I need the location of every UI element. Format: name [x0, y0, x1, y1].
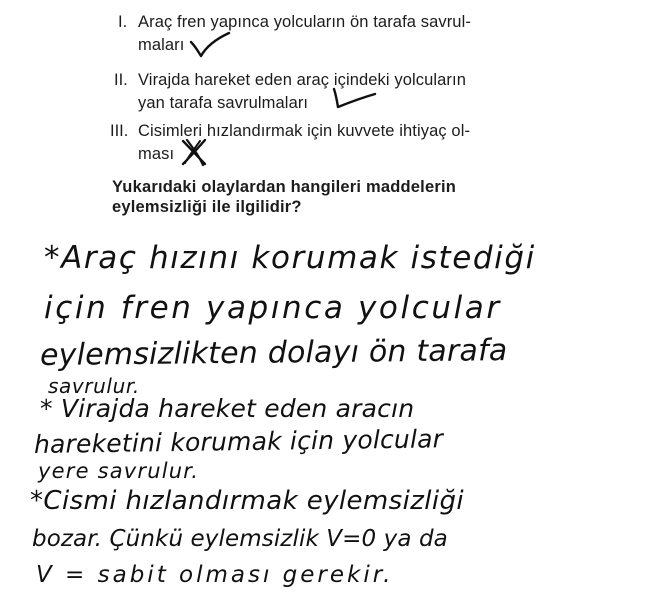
- answer-line: V = sabit olması gerekir.: [36, 562, 394, 588]
- item-numeral: I.: [118, 13, 128, 31]
- item-numeral: III.: [110, 122, 129, 140]
- answer-line: yere savrulur.: [38, 459, 200, 483]
- answer-line: için fren yapınca yolcular: [44, 290, 502, 326]
- item-numeral: II.: [114, 71, 128, 89]
- question-prompt-line: Yukarıdaki olaylardan hangileri maddelerin: [112, 178, 457, 196]
- answer-line: bozar. Çünkü eylemsizlik V=0 ya da: [32, 526, 448, 552]
- answer-line: eylemsizlikten dolayı ön tarafa: [39, 333, 508, 373]
- item-text-line: maları: [138, 36, 185, 54]
- answer-line: hareketini korumak için yolcular: [33, 424, 444, 459]
- answer-line: * Virajda hareket eden aracın: [40, 394, 415, 423]
- answer-line: savrulur.: [48, 374, 140, 398]
- question-prompt-line: eylemsizliği ile ilgilidir?: [112, 198, 302, 216]
- answer-line: *Araç hızını korumak istediği: [44, 240, 536, 276]
- item-text-line: ması: [138, 145, 175, 163]
- answer-line: *Cismi hızlandırmak eylemsizliği: [30, 486, 465, 516]
- item-text-line: Cisimleri hızlandırmak için kuvvete ihtiyaç ol-: [138, 122, 471, 140]
- item-text-line: yan tarafa savrulmaları: [138, 94, 309, 112]
- item-text-line: Virajda hareket eden araç içindeki yolcuların: [138, 71, 466, 89]
- item-text-line: Araç fren yapınca yolcuların ön tarafa savrul-: [138, 13, 471, 31]
